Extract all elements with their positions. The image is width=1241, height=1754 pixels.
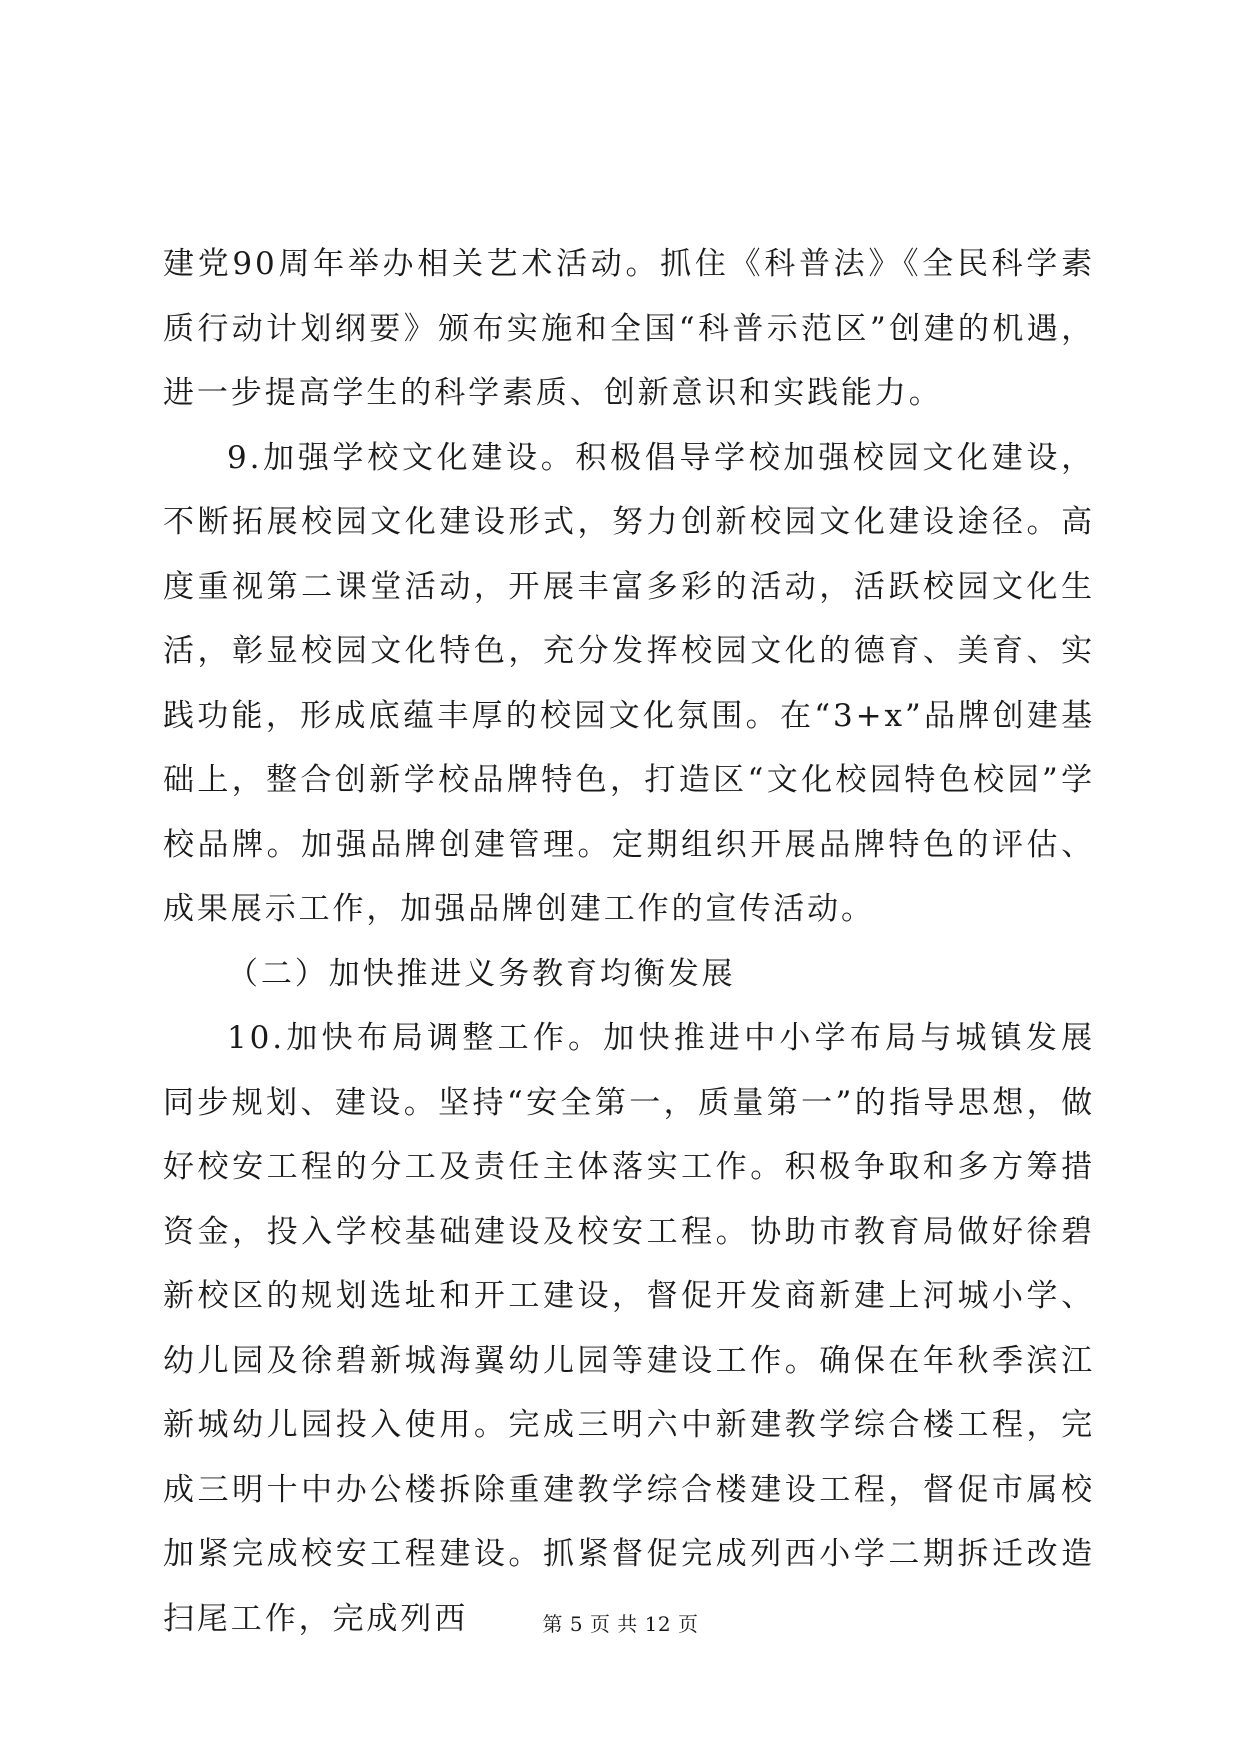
- paragraph-item-9: 9.加强学校文化建设。积极倡导学校加强校园文化建设，不断拓展校园文化建设形式，努力创新校园文化建设途径。高度重视第二课堂活动，开展丰富多彩的活动，活跃校园文化生活，彰显校园文化特色，充分发挥校园文化的德育、美育、实践功能，形成底蕴丰厚的校园文化氛围。在“3+x”品牌创建基础上，整合创新学校品牌特色，打造区“文化校园特色校园”学校品牌。加强品牌创建管理。定期组织开展品牌特色的评估、成果展示工作，加强品牌创建工作的宣传活动。: [163, 439, 1095, 927]
- section-heading: （二）加快推进义务教育均衡发展: [227, 955, 736, 992]
- page-number-footer: 第 5 页 共 12 页: [542, 1612, 699, 1636]
- paragraph-continuation: 建党90周年举办相关艺术活动。抓住《科普法》《全民科学素质行动计划纲要》颁布实施和全国“科普示范区”创建的机遇，进一步提高学生的科学素质、创新意识和实践能力。: [163, 246, 1095, 411]
- document-body: [163, 232, 1095, 1651]
- paragraph-item-10: 10.加快布局调整工作。加快推进中小学布局与城镇发展同步规划、建设。坚持“安全第一，质量第一”的指导思想，做好校安工程的分工及责任主体落实工作。积极争取和多方筹措资金，投入学校基础建设及校安工程。协助市教育局做好徐碧新校区的规划选址和开工建设，督促开发商新建上河城小学、幼儿园及徐碧新城海翼幼儿园等建设工作。确保在年秋季滨江新城幼儿园投入使用。完成三明六中新建教学综合楼工程，完成三明十中办公楼拆除重建教学综合楼建设工程，督促市属校加紧完成校安工程建设。抓紧督促完成列西小学二期拆迁改造扫尾工作，完成列西: [163, 1020, 1095, 1637]
